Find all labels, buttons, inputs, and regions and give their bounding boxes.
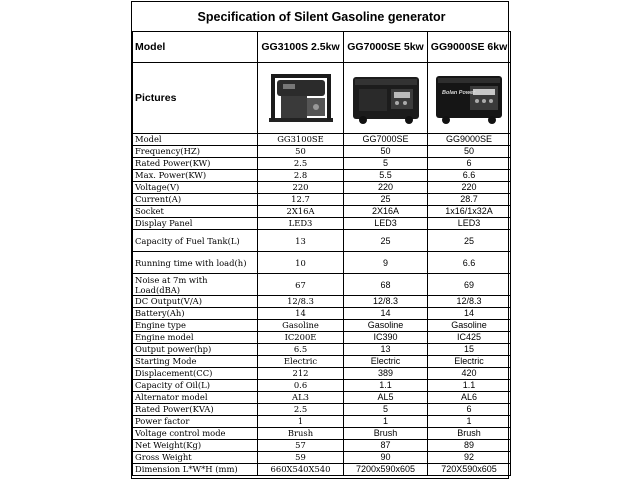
- spec-value-gg3100s: 59: [258, 452, 344, 464]
- spec-row: [133, 134, 511, 146]
- product3-brand-logo: Bolan Power: [442, 90, 476, 96]
- spec-value-gg3100s: Brush: [258, 428, 344, 440]
- model-header-gg3100s: GG3100S 2.5kw: [258, 32, 344, 63]
- pictures-label: Pictures: [133, 63, 258, 134]
- spec-value-gg7000se: 12/8.3: [344, 296, 428, 308]
- spec-value-gg3100s: 0.6: [258, 380, 344, 392]
- spec-label: Display Panel: [133, 218, 258, 230]
- spec-value-gg9000se: 6: [428, 404, 511, 416]
- spec-value-gg3100s: 67: [258, 274, 344, 296]
- spec-label: Capacity of Fuel Tank(L): [133, 230, 258, 252]
- spec-value-gg7000se: AL5: [344, 392, 428, 404]
- spec-value-gg7000se: 25: [344, 230, 428, 252]
- spec-value-gg3100s: 660X540X540: [258, 464, 344, 476]
- spec-value-gg7000se: 7200x590x605: [344, 464, 428, 476]
- spec-row: [133, 206, 511, 218]
- spec-label: Capacity of Oil(L): [133, 380, 258, 392]
- spec-value-gg7000se: 5: [344, 158, 428, 170]
- spec-label: Running time with load(h): [133, 252, 258, 274]
- spec-value-gg9000se: 220: [428, 182, 511, 194]
- spec-value-gg3100s: LED3: [258, 218, 344, 230]
- product-image-gg9000se: [428, 63, 511, 134]
- spec-label: Model: [133, 134, 258, 146]
- spec-value-gg3100s: 2.5: [258, 158, 344, 170]
- spec-value-gg9000se: 12/8.3: [428, 296, 511, 308]
- spec-value-gg7000se: 5: [344, 404, 428, 416]
- spec-row: [133, 452, 511, 464]
- spec-row: [133, 332, 511, 344]
- spec-row: [133, 296, 511, 308]
- spec-value-gg9000se: LED3: [428, 218, 511, 230]
- spec-label: Socket: [133, 206, 258, 218]
- spec-value-gg7000se: Brush: [344, 428, 428, 440]
- spec-label: Starting Mode: [133, 356, 258, 368]
- spec-value-gg7000se: 1.1: [344, 380, 428, 392]
- model-header-label: Model: [133, 32, 258, 63]
- spec-value-gg9000se: GG9000SE: [428, 134, 511, 146]
- spec-label: Displacement(CC): [133, 368, 258, 380]
- spec-label: Power factor: [133, 416, 258, 428]
- spec-value-gg7000se: 13: [344, 344, 428, 356]
- spec-value-gg3100s: Gasoline: [258, 320, 344, 332]
- spec-row: [133, 158, 511, 170]
- spec-value-gg3100s: 12/8.3: [258, 296, 344, 308]
- spec-row: [133, 392, 511, 404]
- spec-row: [133, 428, 511, 440]
- spec-value-gg3100s: Electric: [258, 356, 344, 368]
- spec-label: Gross Weight: [133, 452, 258, 464]
- spec-value-gg9000se: 50: [428, 146, 511, 158]
- spec-value-gg7000se: 50: [344, 146, 428, 158]
- spec-row: [133, 230, 511, 252]
- spec-value-gg3100s: 57: [258, 440, 344, 452]
- spec-value-gg7000se: IC390: [344, 332, 428, 344]
- spec-value-gg7000se: 1: [344, 416, 428, 428]
- spec-value-gg9000se: AL6: [428, 392, 511, 404]
- spec-label: Engine model: [133, 332, 258, 344]
- spec-row: [133, 170, 511, 182]
- spec-value-gg9000se: 6.6: [428, 252, 511, 274]
- spec-row: [133, 308, 511, 320]
- spec-label: Rated Power(KW): [133, 158, 258, 170]
- spec-value-gg3100s: 1: [258, 416, 344, 428]
- spec-row: [133, 146, 511, 158]
- spec-value-gg7000se: 68: [344, 274, 428, 296]
- spec-value-gg3100s: 212: [258, 368, 344, 380]
- generator-silent-box-image: [349, 71, 423, 125]
- spec-value-gg9000se: 15: [428, 344, 511, 356]
- spec-row: [133, 356, 511, 368]
- spec-label: DC Output(V/A): [133, 296, 258, 308]
- spec-value-gg9000se: 6: [428, 158, 511, 170]
- spec-value-gg9000se: Gasoline: [428, 320, 511, 332]
- spec-row: [133, 218, 511, 230]
- sheet-title: Specification of Silent Gasoline generator: [133, 2, 511, 32]
- spec-value-gg3100s: 14: [258, 308, 344, 320]
- spec-value-gg3100s: 10: [258, 252, 344, 274]
- spec-value-gg3100s: AL3: [258, 392, 344, 404]
- spec-value-gg9000se: Electric: [428, 356, 511, 368]
- spec-row: [133, 380, 511, 392]
- spec-value-gg9000se: 1x16/1x32A: [428, 206, 511, 218]
- spec-value-gg9000se: 720X590x605: [428, 464, 511, 476]
- spec-value-gg3100s: IC200E: [258, 332, 344, 344]
- spec-value-gg7000se: Electric: [344, 356, 428, 368]
- spec-row: [133, 404, 511, 416]
- spec-sheet: [131, 1, 509, 479]
- spec-value-gg9000se: 25: [428, 230, 511, 252]
- spec-value-gg9000se: IC425: [428, 332, 511, 344]
- spec-label: Dimension L*W*H (mm): [133, 464, 258, 476]
- spec-value-gg7000se: 5.5: [344, 170, 428, 182]
- spec-label: Rated Power(KVA): [133, 404, 258, 416]
- spec-value-gg3100s: 50: [258, 146, 344, 158]
- spec-value-gg3100s: 220: [258, 182, 344, 194]
- spec-row: [133, 416, 511, 428]
- spec-row: [133, 274, 511, 296]
- spec-value-gg7000se: 87: [344, 440, 428, 452]
- spec-label: Voltage control mode: [133, 428, 258, 440]
- spec-value-gg7000se: 90: [344, 452, 428, 464]
- spec-label: Max. Power(KW): [133, 170, 258, 182]
- spec-value-gg3100s: 2.5: [258, 404, 344, 416]
- spec-value-gg3100s: GG3100SE: [258, 134, 344, 146]
- model-header-gg9000se: GG9000SE 6kw: [428, 32, 511, 63]
- spec-label: Engine type: [133, 320, 258, 332]
- spec-value-gg3100s: 2X16A: [258, 206, 344, 218]
- spec-value-gg9000se: 6.6: [428, 170, 511, 182]
- generator-open-frame-image: [263, 68, 339, 128]
- spec-value-gg9000se: Brush: [428, 428, 511, 440]
- spec-value-gg9000se: 1.1: [428, 380, 511, 392]
- spec-value-gg7000se: 9: [344, 252, 428, 274]
- product-image-gg3100s: [258, 63, 344, 134]
- spec-row: [133, 194, 511, 206]
- spec-value-gg9000se: 14: [428, 308, 511, 320]
- spec-label: Voltage(V): [133, 182, 258, 194]
- spec-value-gg3100s: 2.8: [258, 170, 344, 182]
- spec-value-gg9000se: 28.7: [428, 194, 511, 206]
- spec-value-gg7000se: GG7000SE: [344, 134, 428, 146]
- spec-row: [133, 344, 511, 356]
- spec-table: [132, 2, 511, 476]
- spec-row: [133, 320, 511, 332]
- spec-label: Frequency(HZ): [133, 146, 258, 158]
- spec-value-gg9000se: 69: [428, 274, 511, 296]
- generator-silent-box-image: [432, 70, 506, 126]
- spec-label: Output power(hp): [133, 344, 258, 356]
- spec-value-gg9000se: 1: [428, 416, 511, 428]
- spec-row: [133, 464, 511, 476]
- spec-value-gg7000se: 25: [344, 194, 428, 206]
- spec-value-gg7000se: 14: [344, 308, 428, 320]
- spec-label: Current(A): [133, 194, 258, 206]
- spec-label: Net Weight(Kg): [133, 440, 258, 452]
- product-image-gg7000se: [344, 63, 428, 134]
- spec-value-gg7000se: 389: [344, 368, 428, 380]
- spec-row: [133, 368, 511, 380]
- spec-value-gg9000se: 420: [428, 368, 511, 380]
- spec-row: [133, 182, 511, 194]
- spec-value-gg7000se: 2X16A: [344, 206, 428, 218]
- spec-value-gg7000se: LED3: [344, 218, 428, 230]
- spec-value-gg3100s: 13: [258, 230, 344, 252]
- spec-label: Noise at 7m with Load(dBA): [133, 274, 258, 296]
- spec-value-gg7000se: Gasoline: [344, 320, 428, 332]
- spec-value-gg3100s: 6.5: [258, 344, 344, 356]
- spec-value-gg9000se: 92: [428, 452, 511, 464]
- spec-row: [133, 252, 511, 274]
- spec-label: Alternator model: [133, 392, 258, 404]
- model-header-gg7000se: GG7000SE 5kw: [344, 32, 428, 63]
- spec-value-gg3100s: 12.7: [258, 194, 344, 206]
- spec-row: [133, 440, 511, 452]
- spec-value-gg9000se: 89: [428, 440, 511, 452]
- spec-value-gg7000se: 220: [344, 182, 428, 194]
- spec-label: Battery(Ah): [133, 308, 258, 320]
